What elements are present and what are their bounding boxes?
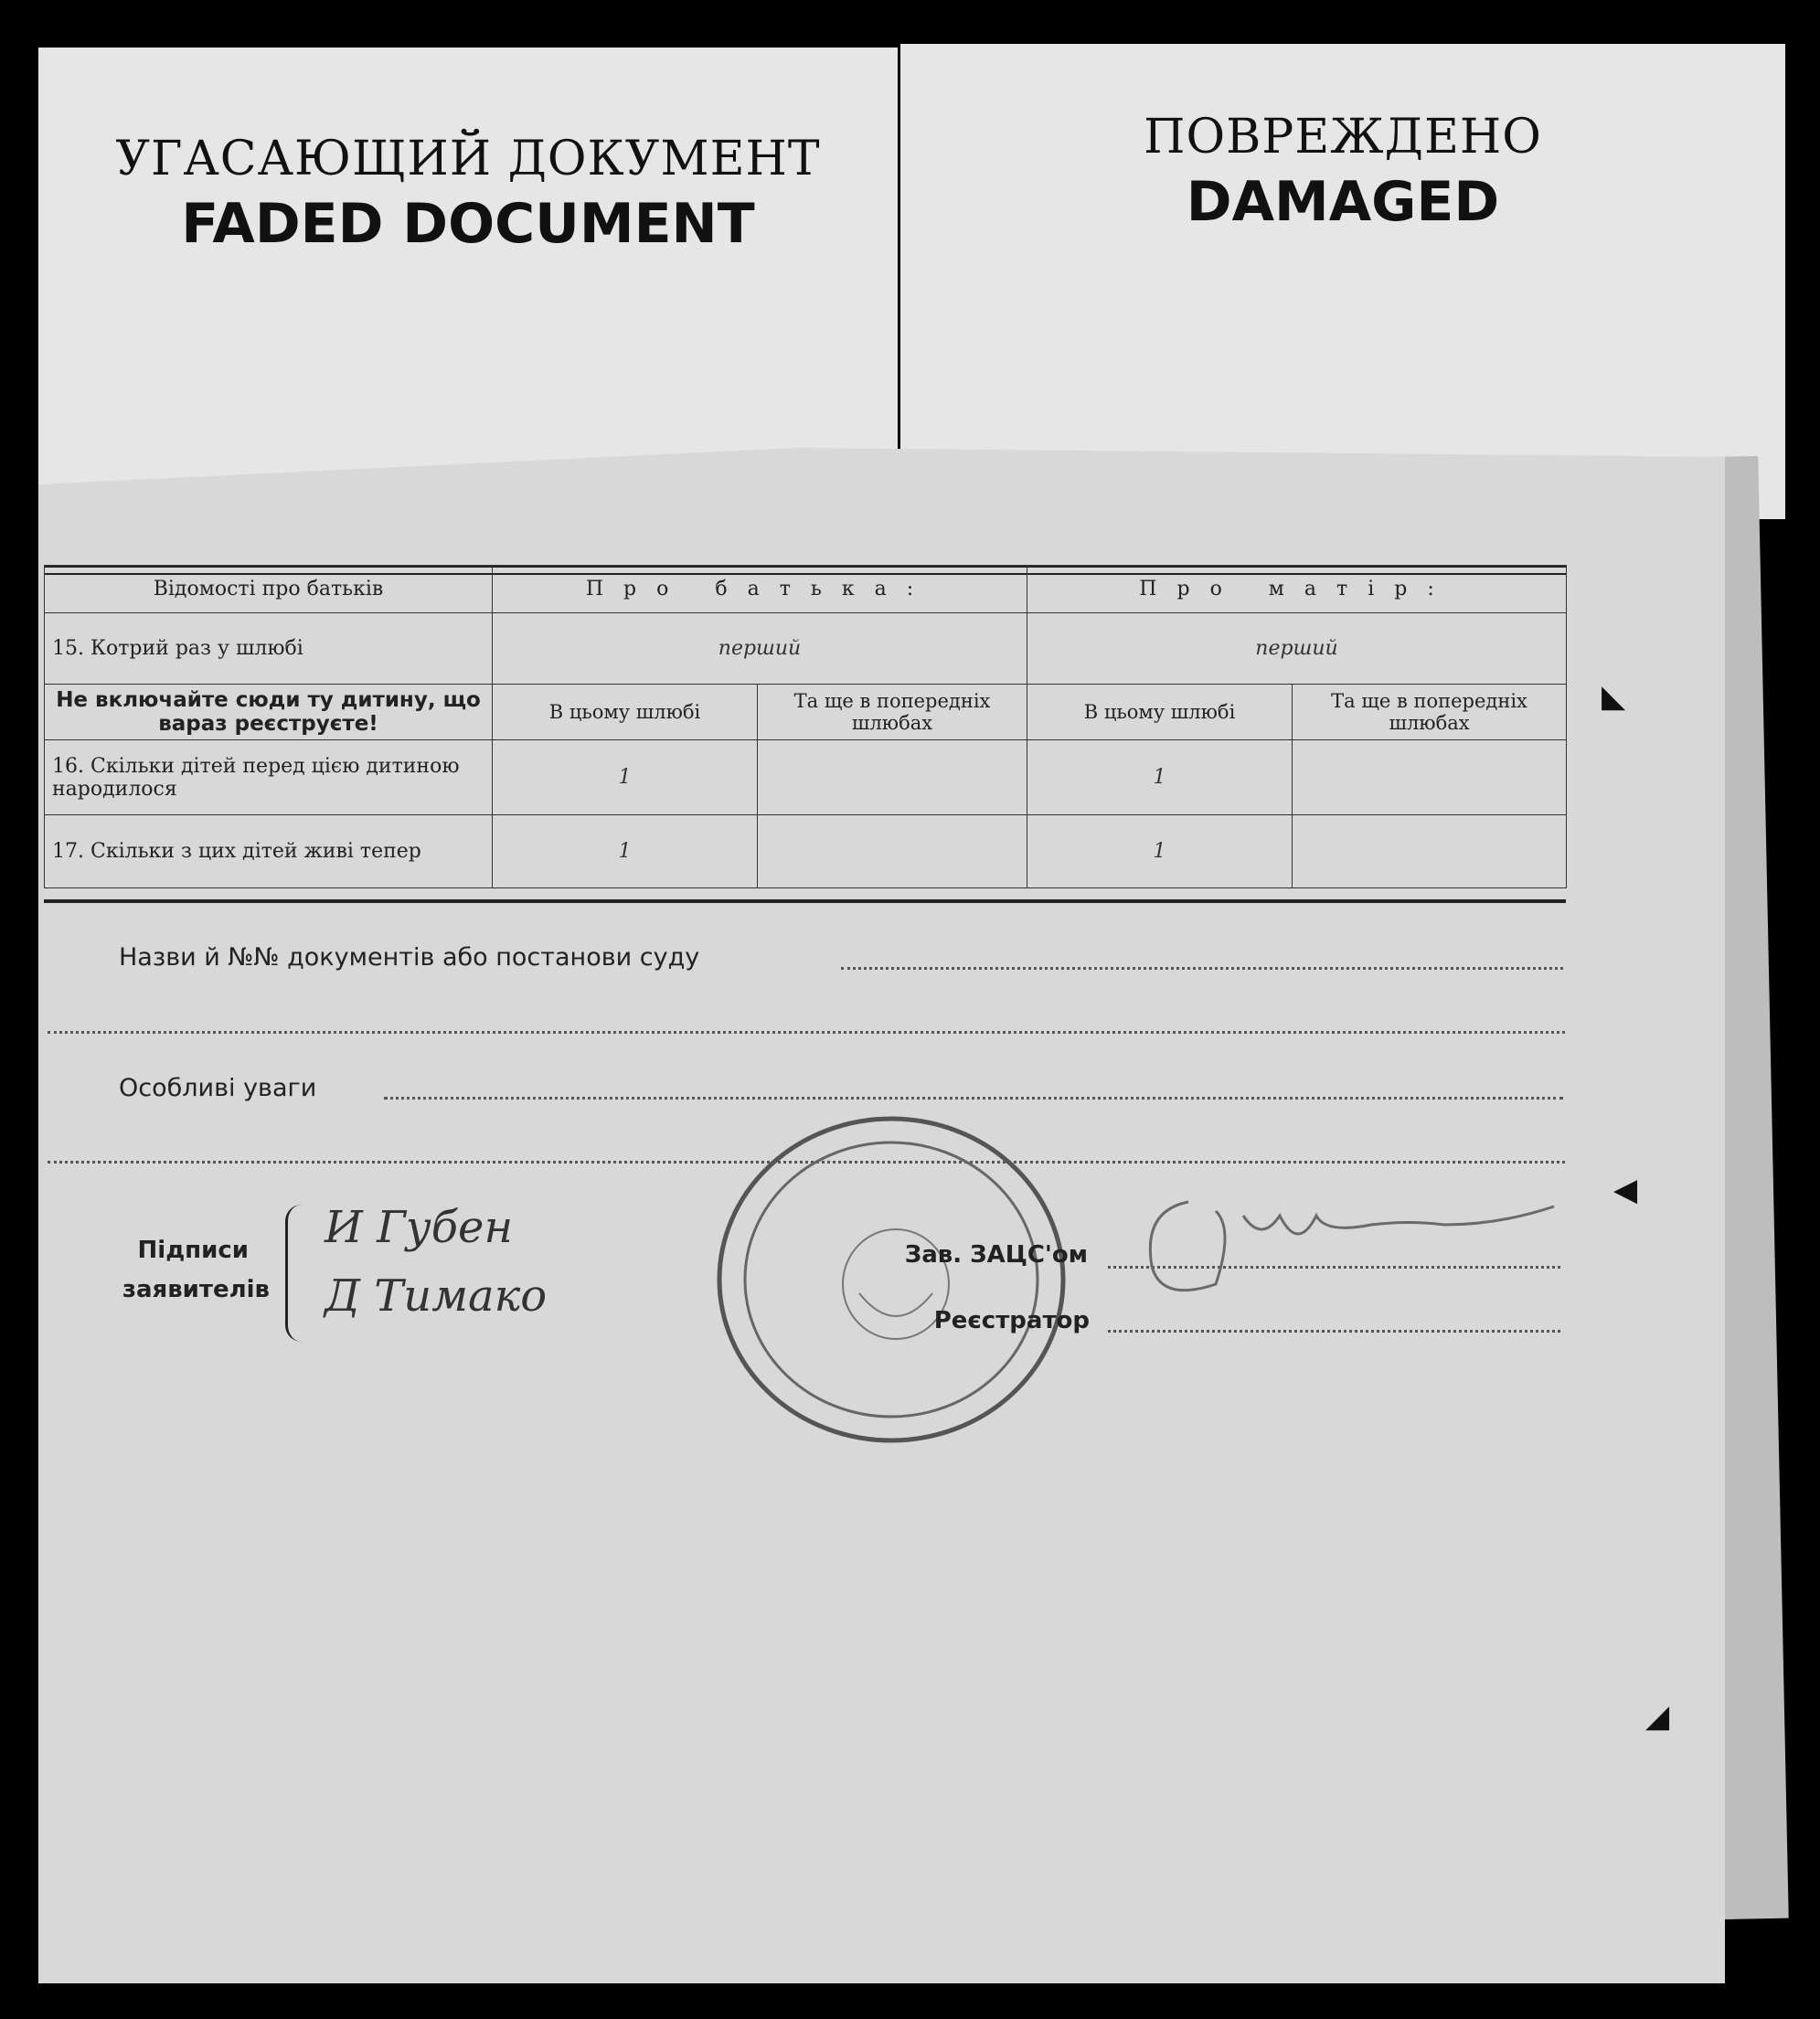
documents-line [841,967,1563,970]
faded-note-english: FADED DOCUMENT [181,192,755,256]
table-header-row [45,566,1567,613]
head-of-registry-label: Зав. ЗАЦС'ом [904,1241,1088,1269]
documents-line-2 [48,1031,1565,1034]
damaged-note-russian: ПОВРЕЖДЕНО [1144,110,1542,165]
registrar-signature-line [1108,1330,1560,1333]
documents-label: Назви й №№ документів або постанови суду [119,943,700,972]
faded-document-note [38,48,898,505]
registrar-signature-stroke [1150,1202,1554,1291]
table-row-15 [45,613,1567,685]
row-16-mother-previous [1293,740,1567,815]
signatures-brace [285,1205,306,1342]
father-this-marriage-header: В цьому шлюбі [493,685,758,740]
row-16-father-previous [758,740,1027,815]
applicant-signature-1: И Губен [325,1202,514,1253]
exclude-child-note: Не включайте сюди ту дитину, що вараз реєструєте! [45,685,493,740]
father-previous-marriages-header: Та ще в попередніх шлюбах [758,685,1027,740]
remarks-line [384,1097,1563,1100]
parents-info-table [44,565,1567,888]
row-17-father-this: 1 [493,815,758,888]
row-15-mother-value: перший [1027,613,1567,685]
header-father: Про батька: [493,566,1027,613]
applicant-signature-2: Д Тимако [325,1270,548,1322]
table-row-17 [45,815,1567,888]
row-17-mother-this: 1 [1027,815,1293,888]
row-16-label: 16. Скільки дітей перед цією дитиною народилося [45,740,493,815]
remarks-label: Особливі уваги [119,1074,317,1102]
damaged-note-english: DAMAGED [1186,170,1500,234]
damaged-note [900,44,1785,519]
mother-this-marriage-header: В цьому шлюбі [1027,685,1293,740]
stamp-inner-ring [745,1142,1038,1417]
mother-previous-marriages-header: Та ще в попередніх шлюбах [1293,685,1567,740]
row-15-father-value: перший [493,613,1027,685]
stamp-outer-ring [719,1119,1063,1440]
table-note-row [45,685,1567,740]
registrar-label: Реєстратор [933,1307,1090,1334]
table-bottom-rule [44,899,1566,903]
row-17-father-previous [758,815,1027,888]
faded-note-russian: УГАСАЮЩИЙ ДОКУМЕНТ [115,132,821,186]
row-17-label: 17. Скільки з цих дітей живі тепер [45,815,493,888]
table-row-16 [45,740,1567,815]
row-17-mother-previous [1293,815,1567,888]
punch-hole-1: ◣ [1602,678,1626,715]
header-parents-info: Відомості про батьків [45,566,493,613]
row-16-father-this: 1 [493,740,758,815]
row-16-mother-this: 1 [1027,740,1293,815]
official-stamp [713,1110,1070,1449]
registrar-signature [1134,1179,1609,1316]
header-mother: Про матір: [1027,566,1567,613]
signatures-label-2: заявителів [122,1276,270,1303]
row-15-label: 15. Котрий раз у шлюбі [45,613,493,685]
punch-hole-2: ◀ [1613,1172,1638,1208]
punch-hole-3: ◢ [1645,1698,1670,1735]
signatures-label-1: Підписи [137,1237,249,1264]
